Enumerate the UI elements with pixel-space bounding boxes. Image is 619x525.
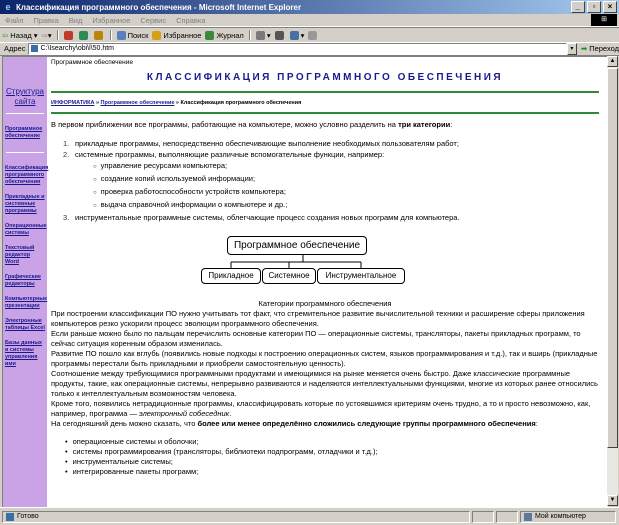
history-button[interactable] bbox=[205, 31, 243, 40]
history-label: Журнал bbox=[216, 30, 244, 40]
status-pane-left bbox=[2, 511, 470, 523]
list-item bbox=[63, 138, 599, 149]
scroll-thumb[interactable] bbox=[607, 68, 618, 448]
menu-file[interactable]: Файл bbox=[5, 15, 24, 25]
intro-text bbox=[51, 120, 599, 130]
page-viewport bbox=[2, 56, 608, 508]
search-button[interactable] bbox=[117, 31, 149, 40]
sidebar-item-applied-system[interactable]: Прикладные и системные программы bbox=[5, 194, 45, 214]
status-pane-empty bbox=[496, 511, 518, 523]
go-button[interactable] bbox=[581, 44, 619, 53]
history-icon bbox=[205, 31, 214, 40]
search-label: Поиск bbox=[127, 30, 149, 40]
system-functions-list bbox=[63, 160, 599, 212]
menu-tools[interactable]: Сервис bbox=[140, 15, 167, 25]
stop-icon bbox=[64, 31, 73, 40]
sublist-item: ○ создание копий используемой информации; bbox=[93, 173, 599, 186]
mail-button[interactable]: ▾ bbox=[256, 31, 271, 40]
page-icon bbox=[31, 45, 38, 52]
address-label: Адрес bbox=[4, 44, 26, 53]
sidebar-item-word[interactable]: Текстовый редактор Word bbox=[5, 245, 35, 265]
paragraph: Соотношение между требующимися программными продуктами и имеющимися на рынке меняется очень быстро. Даже классические программные продукты, такие, как операционные системы, непрерывно развиваются и наделяются интеллектуальными функциями, многие из которых ранее относились только к интеллектуальным возможностям человека. bbox=[51, 369, 598, 398]
sidebar-item-software[interactable]: Программное обеспечение bbox=[5, 126, 43, 139]
back-arrow-icon: ⇦ bbox=[2, 30, 9, 40]
paragraph: Если раньше можно было по пальцам перечислить основные категории ПО — операционные системы, трансляторы, пакеты прикладных программ, то сейчас ситуация коренным образом изменилась. bbox=[51, 329, 581, 348]
list-item bbox=[63, 149, 599, 160]
windows-logo-icon: ⊞ bbox=[591, 14, 617, 26]
breadcrumb-section[interactable]: Программное обеспечение bbox=[100, 100, 175, 106]
diagram-node-system: Системное bbox=[262, 268, 316, 284]
sidebar-divider bbox=[6, 113, 44, 114]
page-title: КЛАССИФИКАЦИЯ ПРОГРАММНОГО ОБЕСПЕЧЕНИЯ bbox=[146, 72, 504, 83]
breadcrumb-divider bbox=[51, 112, 599, 114]
intro-start: В первом приближении все программы, работающие на компьютере, можно условно разделить на bbox=[51, 120, 399, 129]
paragraph bbox=[51, 419, 599, 429]
list-text: прикладные программы, непосредственно обеспечивающие выполнение необходимых пользователям работ; bbox=[75, 139, 459, 148]
breadcrumb-root[interactable]: ИНФОРМАТИКА bbox=[51, 100, 95, 106]
intro-bold: три категории bbox=[398, 120, 451, 129]
print-icon bbox=[275, 31, 284, 40]
breadcrumb bbox=[51, 98, 599, 108]
search-icon bbox=[117, 31, 126, 40]
discuss-icon bbox=[308, 31, 317, 40]
status-pane-empty bbox=[472, 511, 494, 523]
list-item: • операционные системы и оболочки; bbox=[65, 437, 599, 447]
edit-icon bbox=[290, 31, 299, 40]
list-number: 3. bbox=[63, 213, 70, 222]
list-text: инструментальные программные системы, облегчающие процесс создания новых программ для компьютера. bbox=[75, 213, 460, 222]
vertical-scrollbar[interactable] bbox=[607, 56, 618, 506]
menu-bar bbox=[0, 14, 619, 27]
diagram-caption: Категории программного обеспечения bbox=[258, 299, 392, 308]
discuss-button[interactable] bbox=[308, 31, 319, 40]
paragraph-start: Кроме того, появились нетрадиционные программы, классифицировать которые по устоявшимся критериям очень трудно, а то и просто невозможно, как, например, программа — bbox=[51, 399, 591, 418]
computer-icon bbox=[524, 513, 532, 521]
list-item bbox=[63, 212, 599, 223]
sidebar-title[interactable]: Структура сайта bbox=[6, 87, 44, 106]
refresh-button[interactable] bbox=[79, 31, 90, 40]
go-arrow-icon: ➡ bbox=[580, 44, 588, 53]
list-item: • интегрированные пакеты программ; bbox=[65, 467, 599, 477]
scroll-up-button[interactable]: ▲ bbox=[607, 56, 618, 67]
menu-favorites[interactable]: Избранное bbox=[92, 15, 131, 25]
breadcrumb-separator: » bbox=[174, 100, 181, 106]
toolbar-separator bbox=[110, 30, 112, 40]
sidebar-item-presentations[interactable]: Компьютерные презентации bbox=[5, 296, 48, 309]
diagram-node-tools: Инструментальное bbox=[317, 268, 405, 284]
intro-end: : bbox=[450, 120, 453, 129]
back-button[interactable] bbox=[2, 31, 38, 40]
back-label: Назад bbox=[10, 30, 32, 40]
toolbar-separator bbox=[57, 30, 59, 40]
refresh-icon bbox=[79, 31, 88, 40]
sidebar-item-excel[interactable]: Электронные таблицы Excel bbox=[5, 318, 45, 331]
favorites-button[interactable] bbox=[152, 31, 201, 40]
paragraph-italic: электронный собеседник bbox=[139, 409, 230, 418]
diagram-root-node: Программное обеспечение bbox=[227, 236, 367, 255]
stop-button[interactable] bbox=[64, 31, 75, 40]
today-bold: более или менее определённо сложились следующие группы программного обеспечения bbox=[197, 419, 536, 428]
address-dropdown-button[interactable]: ▾ bbox=[567, 43, 577, 55]
toolbar-separator bbox=[249, 30, 251, 40]
forward-button[interactable]: ⇨ ▾ bbox=[41, 30, 52, 40]
mail-icon bbox=[256, 31, 265, 40]
breadcrumb-current: Классификация программного обеспечения bbox=[180, 100, 302, 106]
toolbar bbox=[0, 27, 619, 43]
status-pane-zone bbox=[520, 511, 616, 523]
status-text: Готово bbox=[17, 513, 39, 520]
breadcrumb-separator: » bbox=[94, 100, 101, 106]
menu-help[interactable]: Справка bbox=[176, 15, 206, 25]
software-groups-list bbox=[51, 437, 599, 477]
menu-edit[interactable]: Правка bbox=[33, 15, 59, 25]
status-bar bbox=[0, 507, 619, 525]
list-item: • инструментальные системы; bbox=[65, 457, 599, 467]
sidebar-item-databases[interactable]: Базы данных и системы управления ими bbox=[5, 340, 42, 367]
forward-arrow-icon: ⇨ bbox=[41, 30, 48, 40]
page-done-icon bbox=[6, 513, 14, 521]
paragraph bbox=[51, 399, 599, 419]
title-divider bbox=[51, 91, 599, 93]
section-label: Программное обеспечение bbox=[51, 59, 133, 66]
paragraph-end: . bbox=[229, 409, 232, 418]
list-number: 2. bbox=[63, 150, 70, 159]
list-item: • системы программирования (трансляторы, библиотеки подпрограмм, отладчики и т.д.); bbox=[65, 447, 599, 457]
sidebar-item-os[interactable]: Операционные системы bbox=[5, 223, 47, 236]
address-input[interactable] bbox=[28, 43, 566, 55]
go-label: Переход bbox=[589, 44, 619, 53]
print-button[interactable] bbox=[275, 31, 286, 40]
home-icon bbox=[94, 31, 103, 40]
menu-view[interactable]: Вид bbox=[68, 15, 83, 25]
sidebar-divider bbox=[6, 152, 44, 153]
paragraph: При построении классификации ПО нужно учитывать тот факт, что стремительное развитие вычислительной техники и расширение сферы приложения компьютеров резко ускорили процесс эволюции программного обеспечения. bbox=[51, 309, 585, 328]
list-text: системные программы, выполняющие различные вспомогательные функции, например: bbox=[75, 150, 385, 159]
today-end: : bbox=[535, 419, 538, 428]
main-content bbox=[51, 57, 599, 507]
sidebar-item-classification[interactable]: Классификация программного обеспечения bbox=[5, 165, 49, 185]
address-value: C:\Isearchy\obi\l\50.htm bbox=[40, 44, 115, 52]
body-text bbox=[51, 309, 599, 429]
paragraph: Развитие ПО пошло как вглубь (появились новые подходы к построению операционных систем, языков программирования и т.д.), так и вширь (прикладные программы перестали быть прикладными и приобрели самостоятельную ценность). bbox=[51, 349, 598, 368]
window-title: Классификация программного обеспечения - Microsoft Internet Explorer bbox=[16, 2, 302, 12]
maximize-button[interactable]: ▫ bbox=[587, 1, 601, 13]
minimize-button[interactable]: _ bbox=[571, 1, 585, 13]
sidebar bbox=[3, 57, 47, 507]
sublist-item: ○ выдача справочной информации о компьютере и др.; bbox=[93, 199, 599, 212]
today-start: На сегодняшний день можно сказать, что bbox=[51, 419, 198, 428]
diagram-node-applied: Прикладное bbox=[201, 268, 261, 284]
favorites-icon bbox=[152, 31, 161, 40]
scroll-down-button[interactable]: ▼ bbox=[607, 495, 618, 506]
edit-button[interactable]: ▾ bbox=[290, 31, 305, 40]
close-button[interactable]: × bbox=[603, 1, 617, 13]
favorites-label: Избранное bbox=[163, 30, 202, 40]
ie-logo-icon: e bbox=[5, 2, 11, 12]
title-bar bbox=[0, 0, 619, 14]
address-bar bbox=[0, 42, 619, 56]
home-button[interactable] bbox=[94, 31, 105, 40]
category-list bbox=[51, 138, 599, 223]
sublist-item: ○ управление ресурсами компьютера; bbox=[93, 160, 599, 173]
classification-diagram bbox=[51, 229, 599, 299]
list-number: 1. bbox=[63, 139, 70, 148]
sidebar-item-graphics[interactable]: Графические редакторы bbox=[5, 274, 41, 287]
status-zone: Мой компьютер bbox=[535, 513, 586, 520]
sublist-item: ○ проверка работоспособности устройств компьютера; bbox=[93, 186, 599, 199]
dropdown-icon: ▾ bbox=[33, 30, 38, 40]
